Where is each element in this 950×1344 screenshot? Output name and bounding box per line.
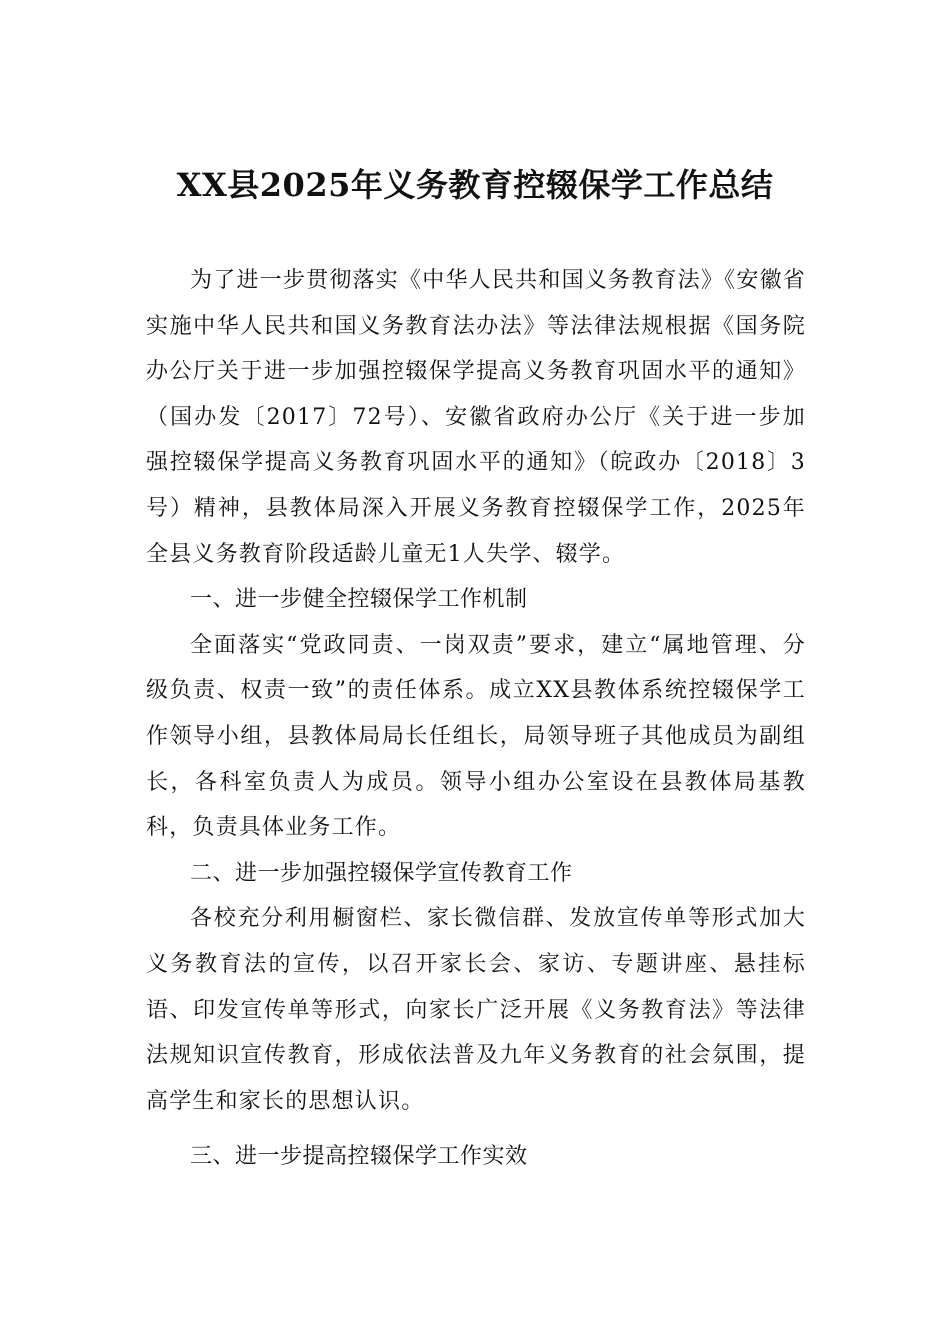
- section-2-heading: 二、进一步加强控辍保学宣传教育工作: [190, 860, 573, 886]
- document-title: XX县2025年义务教育控辍保学工作总结: [176, 166, 774, 204]
- section-1-paragraph: 全面落实“党政同责、一岗双责”要求，建立“属地管理、分级负责、权责一致”的责任体系。成立XX县教体系统控辍保学工作领导小组，县教体局局长任组长，局领导班子其他成员为副组长，各科室负责人为成员。领导小组办公室设在县教体局基教科，负责具体业务工作。: [146, 632, 806, 841]
- intro-paragraph: 为了进一步贯彻落实《中华人民共和国义务教育法》《安徽省实施中华人民共和国义务教育法办法》等法律法规根据《国务院办公厅关于进一步加强控辍保学提高义务教育巩固水平的通知》（国办发〔2017〕72号）、安徽省政府办公厅《关于进一步加强控辍保学提高义务教育巩固水平的通知》（皖政办〔2018〕3号）精神，县教体局深入开展义务教育控辍保学工作，2025年全县义务教育阶段适龄儿童无1人失学、辍学。: [146, 268, 806, 567]
- document-body: [146, 258, 806, 1180]
- section-3-heading: 三、进一步提高控辍保学工作实效: [190, 1144, 528, 1170]
- section-2-paragraph: 各校充分利用橱窗栏、家长微信群、发放宣传单等形式加大义务教育法的宣传，以召开家长会、家访、专题讲座、悬挂标语、印发宣传单等形式，向家长广泛开展《义务教育法》等法律法规知识宣传教育，形成依法普及九年义务教育的社会氛围，提高学生和家长的思想认识。: [146, 906, 806, 1114]
- section-1-heading: 一、进一步健全控辍保学工作机制: [190, 587, 528, 613]
